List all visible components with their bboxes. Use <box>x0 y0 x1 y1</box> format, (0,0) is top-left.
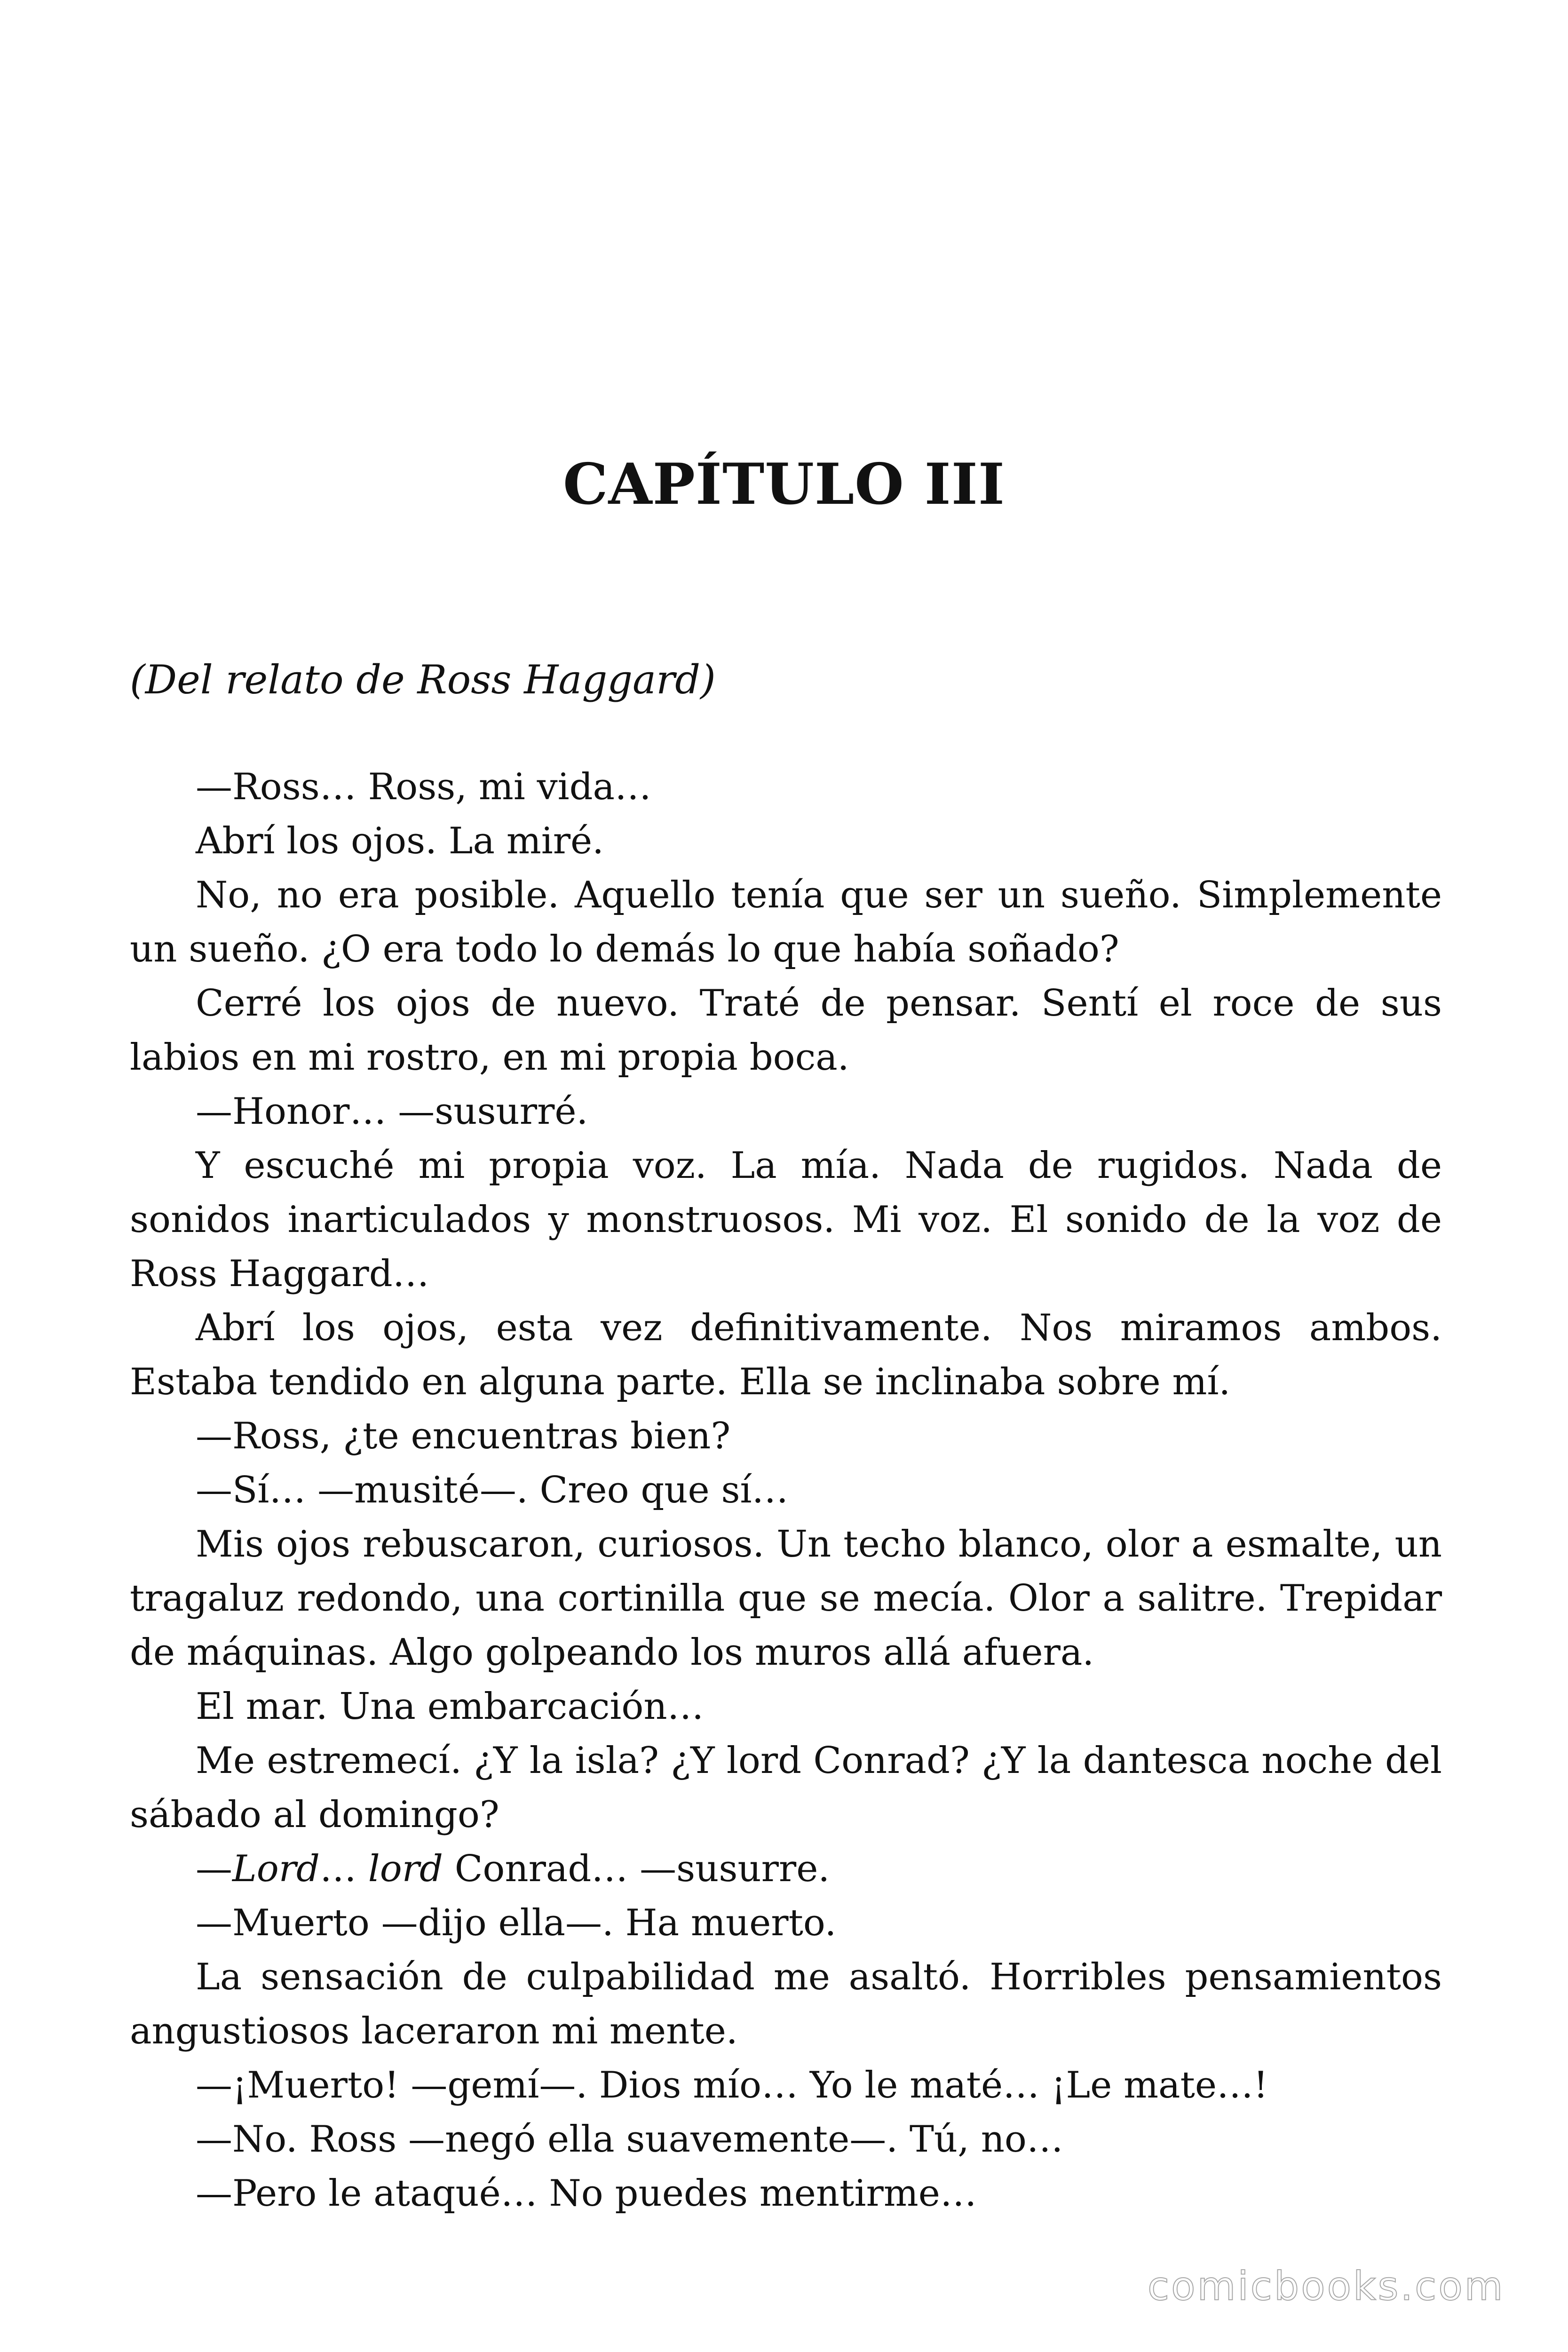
italic-text: Lord <box>232 1848 320 1890</box>
text-segment: No, no era posible. Aquello tenía que ser un sueño. Simplemente un sueño. ¿O era todo lo demás lo que había soñado? <box>130 874 1442 970</box>
text-segment: —¡Muerto! —gemí—. Dios mío… Yo le maté… ¡Le mate…! <box>196 2064 1268 2106</box>
paragraph <box>130 1463 1442 1518</box>
paragraph <box>130 1409 1442 1463</box>
italic-text: lord <box>368 1848 443 1890</box>
paragraph <box>130 1950 1442 2058</box>
watermark-logo: comicbooks.com <box>1148 2263 1505 2309</box>
paragraph <box>130 2167 1442 2221</box>
paragraph <box>130 1301 1442 1409</box>
paragraph <box>130 760 1442 814</box>
text-segment: Y escuché mi propia voz. La mía. Nada de rugidos. Nada de sonidos inarticulados y monstruosos. Mi voz. El sonido de la voz de Ross Haggard… <box>130 1144 1442 1295</box>
text-segment: —Sí… —musité—. Creo que sí… <box>196 1469 789 1511</box>
text-segment: … <box>319 1848 368 1890</box>
paragraph <box>130 868 1442 977</box>
text-segment: Abrí los ojos. La miré. <box>196 820 604 862</box>
text-segment: —Ross… Ross, mi vida… <box>196 766 652 808</box>
chapter-subtitle: (Del relato de Ross Haggard) <box>130 657 716 703</box>
text-segment: Conrad… —susurre. <box>443 1848 830 1890</box>
text-segment: —Pero le ataqué… No puedes mentirme… <box>196 2172 977 2215</box>
paragraph <box>130 2113 1442 2167</box>
text-segment: —Honor… —susurré. <box>196 1090 588 1133</box>
text-segment: Mis ojos rebuscaron, curiosos. Un techo blanco, olor a esmalte, un tragaluz redondo, una cortinilla que se mecía. Olor a salitre. Trepidar de máquinas. Algo golpeando los muros allá afuera. <box>130 1523 1442 1674</box>
paragraph <box>130 1896 1442 1950</box>
text-segment: —Muerto —dijo ella—. Ha muerto. <box>196 1902 837 1944</box>
text-segment: El mar. Una embarcación… <box>196 1685 704 1728</box>
text-segment: — <box>196 1848 232 1890</box>
paragraph <box>130 1139 1442 1301</box>
paragraph <box>130 1842 1442 1896</box>
paragraph <box>130 1734 1442 1842</box>
paragraph <box>130 1518 1442 1680</box>
text-segment: Abrí los ojos, esta vez definitivamente. Nos miramos ambos. Estaba tendido en alguna parte. Ella se inclinaba sobre mí. <box>130 1307 1442 1403</box>
chapter-title: CAPÍTULO III <box>562 451 1005 517</box>
paragraph <box>130 1085 1442 1139</box>
paragraph <box>130 814 1442 868</box>
paragraph <box>130 2058 1442 2113</box>
chapter-body <box>130 760 1442 2221</box>
text-segment: La sensación de culpabilidad me asaltó. Horribles pensamientos angustiosos laceraron mi mente. <box>130 1956 1442 2052</box>
paragraph <box>130 977 1442 1085</box>
paragraph <box>130 1680 1442 1734</box>
text-segment: Me estremecí. ¿Y la isla? ¿Y lord Conrad? ¿Y la dantesca noche del sábado al domingo? <box>130 1740 1442 1836</box>
text-segment: Cerré los ojos de nuevo. Traté de pensar. Sentí el roce de sus labios en mi rostro, en mi propia boca. <box>130 982 1442 1079</box>
text-segment: —No. Ross —negó ella suavemente—. Tú, no… <box>196 2118 1063 2161</box>
text-segment: —Ross, ¿te encuentras bien? <box>196 1415 731 1457</box>
